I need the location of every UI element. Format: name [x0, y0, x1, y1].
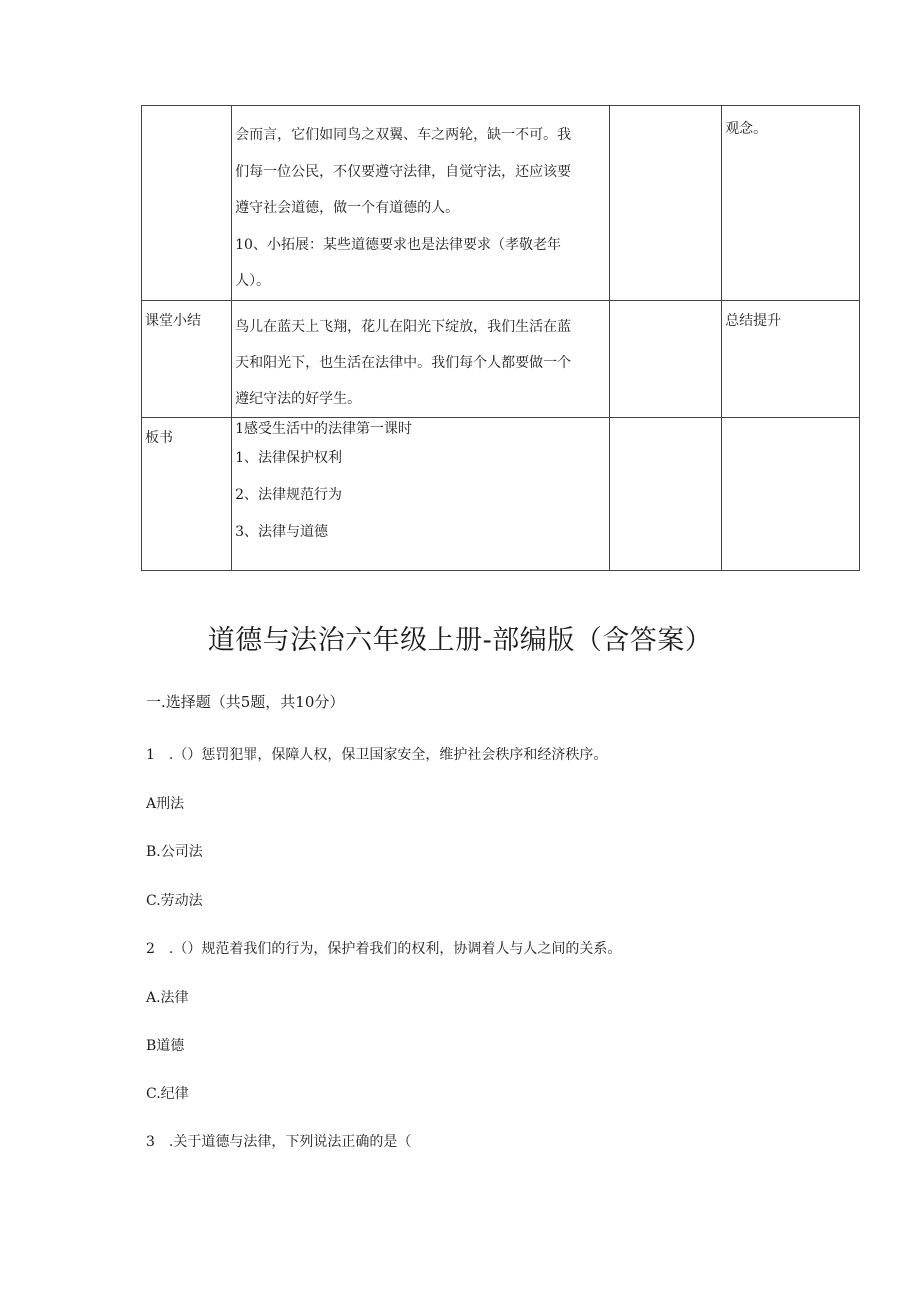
board-item: 2、法律规范行为 — [235, 486, 343, 503]
question-option: C.劳动法 — [146, 893, 203, 909]
activity-cell — [610, 417, 722, 570]
question-stem: 3 .关于道德与法律，下列说法正确的是（ — [146, 1134, 412, 1150]
stage-cell — [142, 106, 232, 301]
board-cell — [232, 417, 610, 570]
content-line: 人）。 — [235, 273, 271, 289]
board-item: 1、法律保护权利 — [235, 449, 343, 466]
table-row — [142, 300, 860, 417]
content-cell — [232, 106, 610, 301]
exam-title: 道德与法治六年级上册-部编版（含答案） — [207, 625, 713, 656]
content-line: 们每一位公民，不仅要遵守法律，自觉守法，还应该要 — [235, 163, 572, 180]
question-option: B道德 — [146, 1038, 185, 1054]
question-option: A.法律 — [146, 990, 189, 1006]
lesson-plan-table — [141, 105, 860, 571]
content-line: 遵纪守法的好学生。 — [235, 390, 362, 407]
content-line: 遵守社会道德，做一个有道德的人。 — [235, 200, 460, 216]
table-row — [142, 417, 860, 570]
board-title: 1感受生活中的法律第一课时 — [235, 420, 413, 437]
stage-cell: 课堂小结 — [142, 300, 232, 417]
question-stem: 1 .（）惩罚犯罪，保障人权，保卫国家安全，维护社会秩序和经济秩序。 — [146, 747, 608, 763]
content-line: 会而言，它们如同鸟之双翼、车之两轮，缺一不可。我 — [235, 127, 572, 143]
content-line: 天和阳光下，也生活在法律中。我们每个人都要做一个 — [235, 354, 572, 371]
section-heading: 一.选择题（共5题，共10分） — [146, 693, 345, 711]
table-row — [142, 106, 860, 301]
question-option: C.纪律 — [146, 1086, 189, 1102]
activity-cell — [610, 106, 722, 301]
aim-cell — [722, 417, 860, 570]
board-item: 3、法律与道德 — [235, 523, 329, 540]
question-stem: 2 .（）规范着我们的行为，保护着我们的权利，协调着人与人之间的关系。 — [146, 941, 622, 957]
stage-cell: 板书 — [142, 417, 232, 570]
aim-cell: 观念。 — [722, 106, 860, 301]
question-option: A刑法 — [146, 796, 185, 812]
content-cell — [232, 300, 610, 417]
question-option: B.公司法 — [146, 844, 203, 860]
activity-cell — [610, 300, 722, 417]
content-line: 10、小拓展：某些道德要求也是法律要求（孝敬老年 — [235, 236, 561, 253]
content-line: 鸟儿在蓝天上飞翔，花儿在阳光下绽放，我们生活在蓝 — [235, 318, 572, 335]
aim-cell: 总结提升 — [722, 300, 860, 417]
